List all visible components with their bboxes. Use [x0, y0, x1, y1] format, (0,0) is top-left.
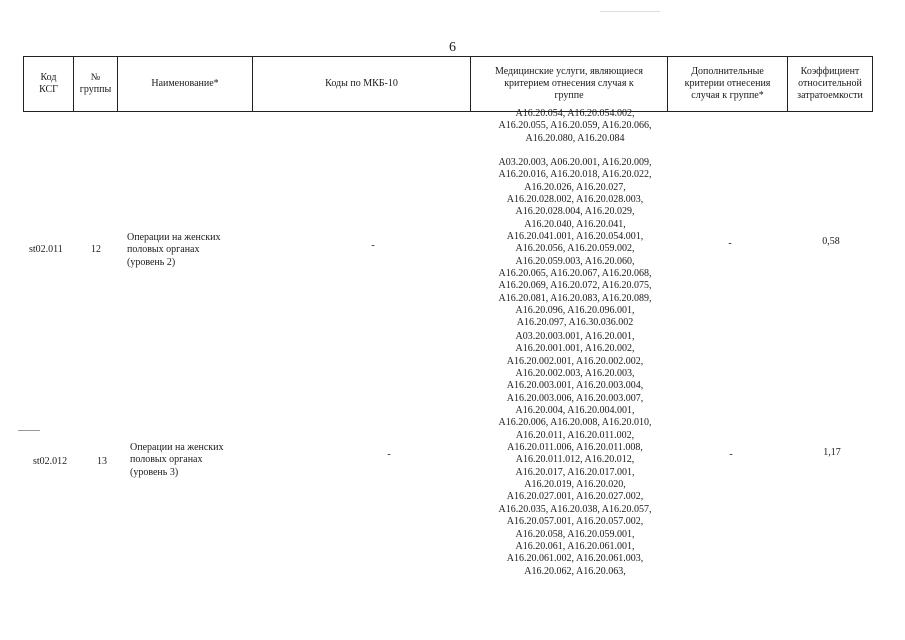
service-code-line: A16.20.059.003, A16.20.060,: [515, 255, 635, 267]
row-coef: 0,58: [822, 236, 840, 247]
col-border: [872, 56, 873, 112]
service-code-line: A16.20.056, A16.20.059.002,: [515, 243, 635, 255]
row-name: Операции на женских половых органах (уровень 2): [127, 232, 221, 268]
header-extra-criteria: Дополнительные критерии отнесения случая к группе*: [684, 66, 771, 101]
service-code-line: A16.20.002.003, A16.20.003,: [515, 368, 635, 380]
header-group-no: № группы: [79, 72, 112, 95]
service-code-line: A16.20.002.001, A16.20.002.002,: [506, 355, 644, 367]
row-code: st02.011: [29, 244, 63, 255]
service-code-line: A16.20.054, A16.20.054.002,: [515, 108, 635, 119]
service-code-line: A16.20.011.006, A16.20.011.008,: [507, 442, 643, 454]
header-icd-codes: Коды по МКБ-10: [325, 78, 398, 89]
service-code-line: A16.20.006, A16.20.008, A16.20.010,: [498, 417, 652, 429]
header-name: Наименование*: [151, 78, 219, 89]
header-services: Медицинские услуги, являющиеся критерием отнесения случая к группе: [494, 66, 644, 101]
row-group: 13: [97, 456, 107, 467]
row-services: [485, 331, 665, 578]
service-code-line: A16.20.028.002, A16.20.028.003,: [506, 194, 644, 206]
service-code-line: A16.20.069, A16.20.072, A16.20.075,: [498, 280, 652, 292]
service-code-line: A16.20.065, A16.20.067, A16.20.068,: [498, 268, 652, 280]
service-code-line: A16.20.080, A16.20.084: [525, 132, 625, 144]
service-code-line: A16.20.061, A16.20.061.001,: [515, 540, 635, 552]
row-icd: -: [371, 240, 375, 251]
service-code-line: A16.20.003.001, A16.20.003.004,: [506, 380, 644, 392]
service-code-line: A16.20.027.001, A16.20.027.002,: [506, 491, 644, 503]
row-group: 12: [91, 244, 101, 255]
service-code-line: A16.20.001.001, A16.20.002,: [515, 343, 635, 355]
service-code-line: A16.20.041.001, A16.20.054.001,: [506, 231, 644, 243]
service-code-line: A16.20.061.002, A16.20.061.003,: [506, 553, 644, 565]
service-code-line: A16.20.096, A16.20.096.001,: [515, 305, 635, 317]
row-extra: -: [728, 238, 732, 249]
service-code-line: A16.20.016, A16.20.018, A16.20.022,: [498, 169, 652, 181]
service-code-line: A16.20.011, A16.20.011.002,: [515, 429, 635, 441]
service-code-line: A16.20.035, A16.20.038, A16.20.057,: [498, 503, 652, 515]
scan-mark: [18, 430, 40, 431]
service-code-line: A16.20.017, A16.20.017.001,: [515, 466, 635, 478]
header-code: Код КСГ: [39, 72, 58, 95]
service-code-line: A16.20.004, A16.20.004.001,: [515, 405, 635, 417]
service-code-line: A16.20.026, A16.20.027,: [524, 181, 626, 193]
service-code-line: A16.20.011.012, A16.20.012,: [515, 454, 635, 466]
service-code-line: A16.20.055, A16.20.059, A16.20.066,: [498, 120, 652, 132]
scan-mark: [600, 11, 660, 12]
continued-services: [485, 108, 665, 145]
service-code-line: A16.20.028.004, A16.20.029,: [515, 206, 635, 218]
row-name: Операции на женских половых органах (уровень 3): [130, 442, 224, 478]
service-code-line: A16.20.081, A16.20.083, A16.20.089,: [498, 292, 652, 304]
header-bottom-border: [23, 111, 873, 112]
header-coefficient: Коэффициент относительной затратоемкости: [797, 66, 863, 101]
ksg-table: [23, 56, 873, 640]
service-code-line: A16.20.057.001, A16.20.057.002,: [506, 516, 644, 528]
service-code-line: A16.20.040, A16.20.041,: [524, 218, 626, 230]
service-code-line: A16.20.097, A16.30.036.002: [516, 317, 634, 329]
row-extra: -: [729, 449, 733, 460]
row-services: [485, 157, 665, 330]
row-code: st02.012: [33, 456, 68, 467]
service-code-line: A16.20.058, A16.20.059.001,: [515, 528, 635, 540]
service-code-line: A03.20.003.001, A16.20.001,: [515, 331, 635, 342]
service-code-line: A16.20.003.006, A16.20.003.007,: [506, 392, 644, 404]
row-coef: 1,17: [823, 447, 841, 458]
service-code-line: A16.20.019, A16.20.020,: [524, 479, 626, 491]
page-number: 6: [449, 40, 456, 55]
service-code-line: A03.20.003, A06.20.001, A16.20.009,: [498, 157, 652, 168]
service-code-line: A16.20.062, A16.20.063,: [524, 565, 626, 577]
row-icd: -: [387, 449, 391, 460]
